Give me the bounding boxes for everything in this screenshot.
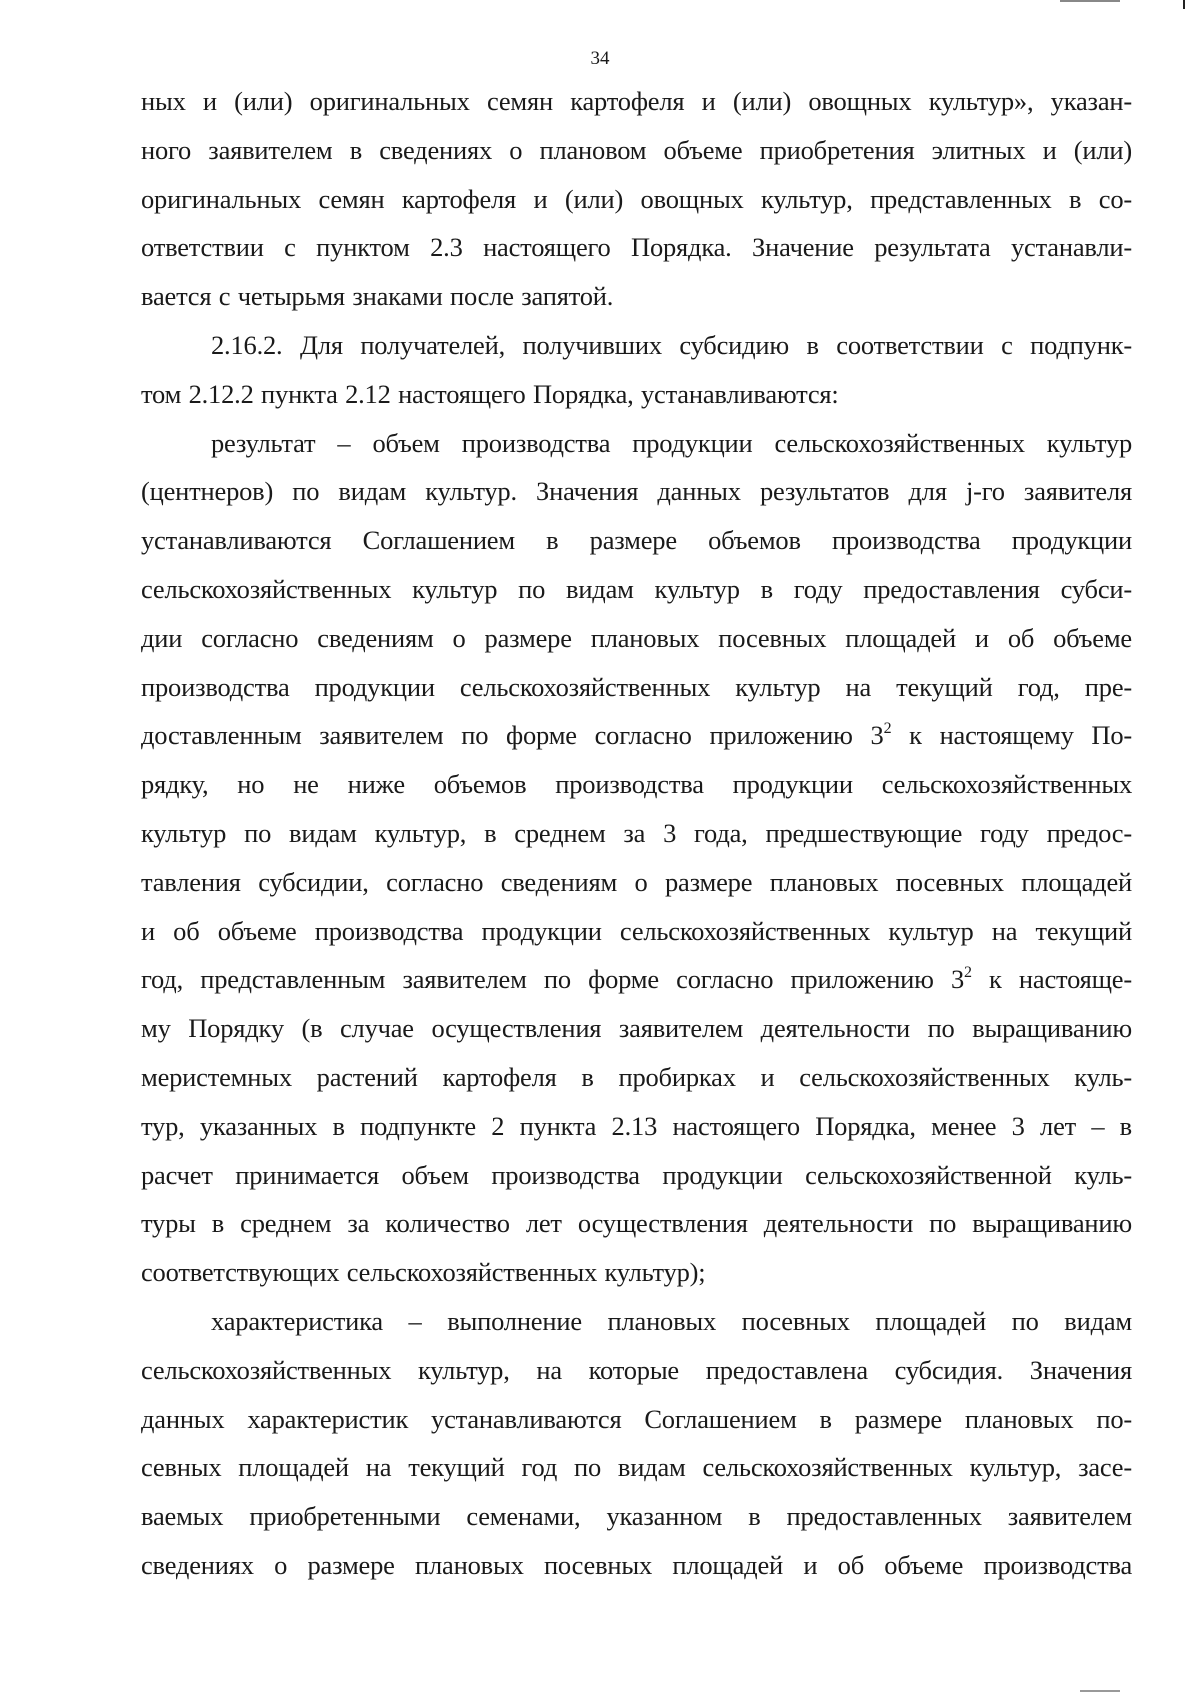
text-line-main: 2.16.2. Для получателей, получивших субсидию в соответствии с подпунк- <box>211 329 1132 360</box>
text-line-main: ного заявителем в сведениях о плановом объеме приобретения элитных и (или) <box>141 134 1132 165</box>
text-line-main: ных и (или) оригинальных семян картофеля и (или) овощных культур», указан- <box>141 86 1132 116</box>
text-line-main: устанавливаются Соглашением в размере объемов производства продукции <box>141 525 1132 556</box>
text-line <box>141 321 1132 370</box>
text-line-main: тавления субсидии, согласно сведениям о размере плановых посевных площадей <box>141 866 1132 897</box>
text-line <box>141 1004 1132 1053</box>
text-line <box>141 1102 1132 1151</box>
body-text <box>141 77 1132 1590</box>
text-line-main: характеристика – выполнение плановых посевных площадей по видам <box>211 1305 1132 1336</box>
text-line <box>141 614 1132 663</box>
text-line-main: сельскохозяйственных культур по видам культур в году предоставления субси- <box>141 573 1132 604</box>
text-line-main: вается с четырьмя знаками после запятой. <box>141 281 614 312</box>
text-line-main: соответствующих сельскохозяйственных культур); <box>141 1257 706 1288</box>
text-line-main: ответствии с пунктом 2.3 настоящего Порядка. Значение результата устанавли- <box>141 232 1132 263</box>
text-line-main: му Порядку (в случае осуществления заявителем деятельности по выращиванию <box>141 1013 1132 1044</box>
text-line <box>141 1346 1132 1395</box>
text-line <box>141 1199 1132 1248</box>
text-line <box>141 565 1132 614</box>
scan-mark-top-right <box>1183 0 1185 9</box>
text-line <box>141 223 1132 272</box>
text-line <box>141 370 1132 419</box>
text-line <box>141 760 1132 809</box>
text-line-main: тур, указанных в подпункте 2 пункта 2.13 настоящего Порядка, менее 3 лет – в <box>141 1110 1132 1141</box>
text-line <box>141 516 1132 565</box>
text-line-tail: к настоящему По- <box>891 720 1133 751</box>
text-line <box>141 1053 1132 1102</box>
scan-mark-top <box>1060 0 1120 2</box>
text-line-main: данных характеристик устанавливаются Соглашением в размере плановых по- <box>141 1403 1132 1434</box>
text-line-main: севных площадей на текущий год по видам сельскохозяйственных культур, засе- <box>141 1452 1132 1483</box>
text-line <box>141 272 1132 321</box>
text-line-main: туры в среднем за количество лет осуществления деятельности по выращиванию <box>141 1208 1132 1239</box>
text-line <box>141 858 1132 907</box>
text-line <box>141 77 1132 126</box>
text-line-main: культур по видам культур, в среднем за 3 года, предшествующие году предос- <box>141 817 1132 848</box>
text-line-main: рядку, но не ниже объемов производства продукции сельскохозяйственных <box>141 769 1132 800</box>
text-line-main: меристемных растений картофеля в пробирках и сельскохозяйственных куль- <box>141 1061 1132 1092</box>
text-line <box>141 907 1132 956</box>
text-line-tail: к настояще- <box>971 964 1132 995</box>
text-line-main: производства продукции сельскохозяйственных культур на текущий год, пре- <box>141 671 1132 702</box>
page-number: 34 <box>590 48 610 69</box>
text-line <box>141 1248 1132 1297</box>
text-line-main: сведениях о размере плановых посевных площадей и об объеме производства <box>141 1549 1132 1580</box>
text-line-main: дии согласно сведениям о размере плановых посевных площадей и об объеме <box>141 622 1132 653</box>
text-line <box>141 809 1132 858</box>
text-line-main: расчет принимается объем производства продукции сельскохозяйственной куль- <box>141 1159 1132 1190</box>
text-line <box>141 955 1132 1004</box>
text-line-main: год, представленным заявителем по форме согласно приложению 3 <box>141 964 965 995</box>
text-line-main: ваемых приобретенными семенами, указанном в предоставленных заявителем <box>141 1501 1132 1532</box>
text-line <box>141 1151 1132 1200</box>
text-line-main: доставленным заявителем по форме согласно приложению 3 <box>141 720 884 751</box>
text-line <box>141 126 1132 175</box>
text-line <box>141 1541 1132 1590</box>
superscript: 2 <box>964 964 972 982</box>
text-line <box>141 1297 1132 1346</box>
text-line-main: сельскохозяйственных культур, на которые предоставлена субсидия. Значения <box>141 1354 1132 1385</box>
text-line <box>141 663 1132 712</box>
text-line <box>141 1492 1132 1541</box>
text-line-main: (центнеров) по видам культур. Значения данных результатов для j-го заявителя <box>141 476 1132 507</box>
text-line <box>141 175 1132 224</box>
text-line <box>141 1395 1132 1444</box>
text-line-main: и об объеме производства продукции сельскохозяйственных культур на текущий <box>141 915 1132 946</box>
superscript: 2 <box>883 720 892 738</box>
text-line <box>141 1443 1132 1492</box>
scan-mark-bottom-right <box>1080 1690 1120 1692</box>
text-line-main: результат – объем производства продукции сельскохозяйственных культур <box>211 427 1132 458</box>
text-line <box>141 467 1132 516</box>
text-line <box>141 419 1132 468</box>
text-line <box>141 711 1132 760</box>
text-line-main: том 2.12.2 пункта 2.12 настоящего Порядка, устанавливаются: <box>141 378 839 409</box>
text-line-main: оригинальных семян картофеля и (или) овощных культур, представленных в со- <box>141 183 1132 214</box>
